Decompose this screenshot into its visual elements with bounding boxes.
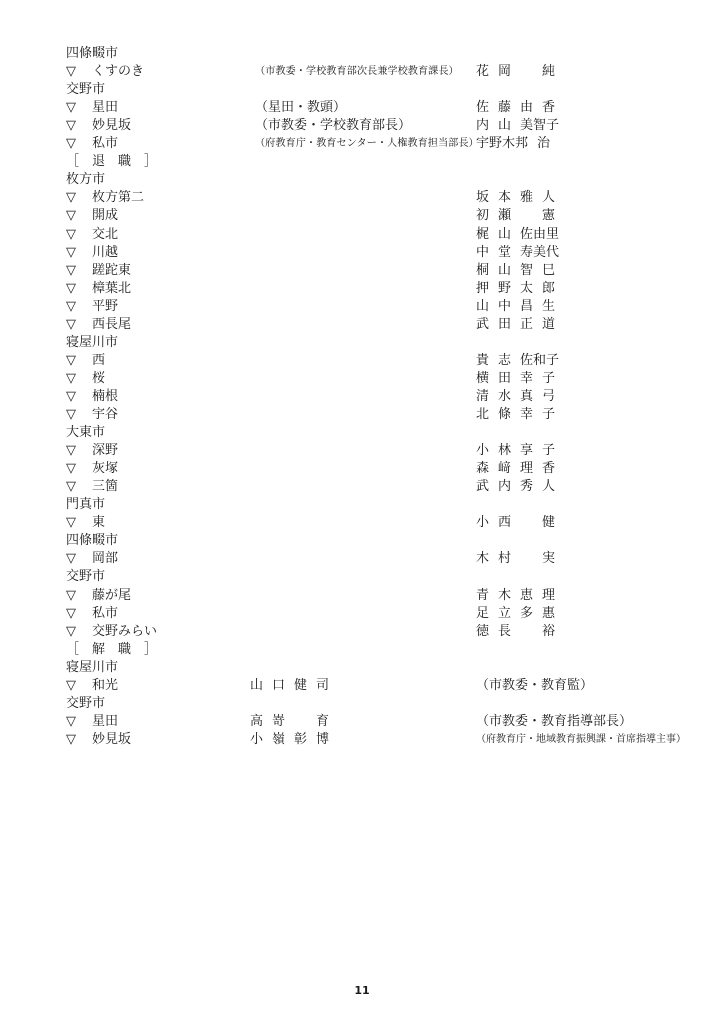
person-name-part: 育: [316, 713, 330, 729]
person-name: [476, 99, 564, 117]
section-heading: 四條畷市: [66, 533, 119, 549]
person-name-part: 立: [498, 605, 512, 621]
person-name: [476, 442, 564, 460]
person-name-part: 北: [476, 407, 490, 422]
person-name-part: 恵: [520, 587, 534, 603]
person-name-part: 武: [476, 316, 490, 332]
person-name-part: 藤: [498, 100, 512, 116]
person-name: [250, 713, 338, 731]
triangle-marker-icon: ▽: [66, 515, 76, 531]
school-name: 星田: [92, 713, 119, 729]
person-name-part: 香: [542, 461, 556, 477]
triangle-marker-icon: ▽: [66, 587, 76, 603]
person-name-part: 子: [542, 370, 556, 386]
new-post: （市教委・教育監）: [476, 677, 594, 693]
person-name: [476, 478, 564, 496]
section-heading-row: [0, 334, 724, 352]
triangle-marker-icon: ▽: [66, 551, 76, 567]
person-name: [476, 244, 559, 262]
triangle-marker-icon: ▽: [66, 605, 76, 621]
person-name-part: 智: [520, 262, 534, 278]
person-name-part: 享: [520, 443, 534, 459]
person-name-part: 秀: [520, 479, 534, 495]
entry-row: [0, 316, 724, 334]
person-name-part: 宇野木: [476, 136, 516, 152]
person-name: [250, 677, 338, 695]
person-name-part: 佐由里: [520, 226, 560, 242]
entry-row: [0, 262, 724, 280]
triangle-marker-icon: ▽: [66, 479, 76, 495]
school-name: 深野: [92, 443, 119, 459]
section-heading: 四條畷市: [66, 46, 119, 61]
person-name: [476, 370, 564, 388]
person-name: [476, 207, 564, 225]
person-name-part: 瀬: [498, 208, 512, 224]
person-name: [476, 117, 559, 135]
person-name-part: 堂: [498, 244, 512, 260]
school-name: くすのき: [92, 64, 145, 80]
school-name: 楠根: [92, 388, 119, 404]
person-name-part: 西: [498, 515, 512, 531]
section-heading: 交野市: [66, 695, 106, 711]
person-name-part: 嶺: [272, 731, 286, 747]
entry-row: [0, 550, 724, 568]
triangle-marker-icon: ▽: [66, 244, 76, 260]
person-name-part: 桐: [476, 262, 490, 278]
triangle-marker-icon: ▽: [66, 118, 76, 134]
person-name-part: 武: [476, 479, 490, 495]
school-name: 交北: [92, 226, 119, 242]
person-name: [476, 388, 564, 406]
person-name-part: 幸: [520, 407, 534, 422]
section-heading-row: [0, 695, 724, 713]
person-name-part: 山: [476, 298, 490, 314]
person-name-part: 真: [520, 388, 534, 404]
entry-row: [0, 207, 724, 225]
person-name-part: 志: [498, 352, 512, 368]
person-name-part: 﨑: [498, 461, 512, 477]
school-name: 私市: [92, 605, 119, 621]
person-name-part: 中: [476, 244, 490, 260]
person-name-part: 治: [537, 136, 551, 152]
triangle-marker-icon: ▽: [66, 316, 76, 332]
person-name: [476, 514, 564, 532]
person-name-part: 長: [498, 623, 512, 639]
person-name-part: 弓: [542, 388, 556, 404]
previous-post: （星田・教頭）: [255, 100, 347, 116]
triangle-marker-icon: ▽: [66, 443, 76, 459]
triangle-marker-icon: ▽: [66, 100, 76, 116]
person-name-part: 條: [498, 407, 512, 422]
section-heading-row: [0, 171, 724, 189]
triangle-marker-icon: ▽: [66, 352, 76, 368]
section-heading-row: [0, 532, 724, 550]
entry-row: [0, 244, 724, 262]
section-heading: 交野市: [66, 569, 106, 585]
person-name: [476, 605, 564, 623]
school-name: 桜: [92, 370, 106, 386]
school-name: 宇谷: [92, 407, 119, 422]
section-heading-row: [0, 568, 724, 586]
person-name-part: 彰: [294, 731, 308, 747]
entry-row: [0, 370, 724, 388]
school-name: 和光: [92, 677, 119, 693]
person-name: [476, 63, 564, 81]
person-name-part: 木: [476, 551, 490, 567]
school-name: 平野: [92, 298, 119, 314]
person-name-part: 中: [498, 298, 512, 314]
person-name-part: 村: [498, 551, 512, 567]
section-heading: ［ 解 職 ］: [66, 641, 158, 657]
section-heading: 門真市: [66, 497, 106, 513]
person-name: [476, 298, 564, 316]
person-name-part: 司: [316, 677, 330, 693]
entry-row: [0, 135, 724, 153]
triangle-marker-icon: ▽: [66, 388, 76, 404]
school-name: 樟葉北: [92, 280, 132, 296]
page-number: 11: [354, 984, 370, 997]
entry-row: [0, 406, 724, 424]
entry-row: [0, 713, 724, 731]
triangle-marker-icon: ▽: [66, 370, 76, 386]
entry-row: [0, 514, 724, 532]
section-heading: 大東市: [66, 425, 106, 441]
person-name-part: 横: [476, 370, 490, 386]
entry-row: [0, 117, 724, 135]
school-name: 星田: [92, 100, 119, 116]
person-name-part: 惠: [542, 605, 556, 621]
person-name-part: 太: [520, 280, 534, 296]
person-name-part: 野: [498, 280, 512, 296]
person-name-part: 昌: [520, 298, 534, 314]
person-name-part: 子: [542, 407, 556, 422]
person-name-part: 嵜: [272, 713, 286, 729]
school-name: 妙見坂: [92, 118, 132, 134]
triangle-marker-icon: ▽: [66, 136, 76, 152]
entry-row: [0, 623, 724, 641]
person-name-part: 博: [316, 731, 330, 747]
section-heading: 枚方市: [66, 172, 106, 188]
entry-row: [0, 388, 724, 406]
previous-post: （市教委・学校教育部長）: [255, 118, 412, 134]
school-name: 岡部: [92, 551, 119, 567]
person-name: [476, 406, 564, 424]
previous-post: （府教育庁・教育センター・人権教育担当部長）: [255, 138, 479, 150]
new-post: （府教育庁・地域教育振興課・首席指導主事）: [476, 733, 686, 745]
person-name-part: 山: [498, 262, 512, 278]
person-name: [476, 280, 564, 298]
entry-row: [0, 478, 724, 496]
person-name-part: 由: [520, 100, 534, 116]
school-name: 西: [92, 352, 106, 368]
person-name-part: 健: [294, 677, 308, 693]
school-name: 交野みらい: [92, 623, 158, 639]
person-name-part: 岡: [498, 64, 512, 80]
person-name-part: 生: [542, 298, 556, 314]
person-name-part: 寿美代: [520, 244, 560, 260]
person-name-part: 小: [476, 443, 490, 459]
person-name-part: 多: [520, 605, 534, 621]
person-name-part: 森: [476, 461, 490, 477]
person-name-part: 健: [542, 515, 556, 531]
person-name-part: 高: [250, 713, 264, 729]
triangle-marker-icon: ▽: [66, 623, 76, 639]
section-heading: 交野市: [66, 82, 106, 98]
school-name: 枚方第二: [92, 190, 145, 206]
school-name: 川越: [92, 244, 119, 260]
person-name-part: 徳: [476, 623, 490, 639]
school-name: 蹉跎東: [92, 262, 132, 278]
person-name-part: 山: [498, 226, 512, 242]
person-name: [476, 189, 564, 207]
school-name: 三箇: [92, 479, 119, 495]
person-name-part: 裕: [542, 623, 556, 639]
triangle-marker-icon: ▽: [66, 64, 76, 80]
person-name: [476, 623, 564, 641]
person-name-part: 花: [476, 64, 490, 80]
person-name-part: 雅: [520, 190, 534, 206]
person-name-part: 山: [498, 118, 512, 134]
person-name-part: 理: [520, 461, 534, 477]
person-name-part: 林: [498, 443, 512, 459]
triangle-marker-icon: ▽: [66, 208, 76, 224]
triangle-marker-icon: ▽: [66, 262, 76, 278]
triangle-marker-icon: ▽: [66, 461, 76, 477]
person-name-part: 貴: [476, 352, 490, 368]
triangle-marker-icon: ▽: [66, 280, 76, 296]
section-heading-row: [0, 424, 724, 442]
person-name: [476, 352, 559, 370]
entry-row: [0, 460, 724, 478]
school-name: 西長尾: [92, 316, 132, 332]
section-heading-row: [0, 496, 724, 514]
entry-row: [0, 442, 724, 460]
person-name-part: 道: [542, 316, 556, 332]
triangle-marker-icon: ▽: [66, 298, 76, 314]
section-heading-row: [0, 45, 724, 63]
entry-row: [0, 63, 724, 81]
triangle-marker-icon: ▽: [66, 226, 76, 242]
entry-row: [0, 298, 724, 316]
entry-row: [0, 280, 724, 298]
person-name: [476, 226, 559, 244]
person-name: [476, 460, 564, 478]
school-name: 東: [92, 515, 106, 531]
person-name-part: 佐: [476, 100, 490, 116]
person-name-part: 梶: [476, 226, 490, 242]
person-name-part: 理: [542, 587, 556, 603]
triangle-marker-icon: ▽: [66, 713, 76, 729]
person-name: [476, 550, 564, 568]
person-name-part: 憲: [542, 208, 556, 224]
triangle-marker-icon: ▽: [66, 190, 76, 206]
entry-row: [0, 189, 724, 207]
person-name-part: 内: [476, 118, 490, 134]
new-post: （市教委・教育指導部長）: [476, 713, 633, 729]
person-name-part: 本: [498, 190, 512, 206]
person-name-part: 正: [520, 316, 534, 332]
person-name-part: 水: [498, 388, 512, 404]
triangle-marker-icon: ▽: [66, 407, 76, 422]
person-name-part: 郎: [542, 280, 556, 296]
person-name-part: 初: [476, 208, 490, 224]
entry-row: [0, 605, 724, 623]
section-heading: 寝屋川市: [66, 334, 119, 350]
entry-row: [0, 352, 724, 370]
entry-row: [0, 226, 724, 244]
person-name: [476, 262, 564, 280]
person-name-part: 邦: [515, 136, 529, 152]
section-heading-row: [0, 153, 724, 171]
previous-post: （市教委・学校教育部次長兼学校教育課長）: [255, 66, 459, 78]
entry-row: [0, 731, 724, 749]
section-heading: ［ 退 職 ］: [66, 154, 158, 170]
section-heading-row: [0, 81, 724, 99]
person-name-part: 口: [272, 677, 286, 693]
triangle-marker-icon: ▽: [66, 731, 76, 747]
person-name-part: 幸: [520, 370, 534, 386]
triangle-marker-icon: ▽: [66, 677, 76, 693]
person-name-part: 実: [542, 551, 556, 567]
person-name-part: 小: [250, 731, 264, 747]
person-name: [476, 135, 559, 153]
school-name: 私市: [92, 136, 119, 152]
person-name-part: 山: [250, 677, 264, 693]
person-name: [476, 587, 564, 605]
section-heading-row: [0, 641, 724, 659]
person-name-part: 香: [542, 100, 556, 116]
person-name-part: 田: [498, 316, 512, 332]
school-name: 藤が尾: [92, 587, 132, 603]
person-name-part: 小: [476, 515, 490, 531]
person-name: [250, 731, 338, 749]
section-heading: 寝屋川市: [66, 659, 119, 675]
person-name-part: 坂: [476, 190, 490, 206]
person-name-part: 巳: [542, 262, 556, 278]
person-name-part: 内: [498, 479, 512, 495]
person-name-part: 田: [498, 370, 512, 386]
person-name-part: 人: [542, 190, 556, 206]
school-name: 灰塚: [92, 461, 119, 477]
entry-row: [0, 587, 724, 605]
school-name: 妙見坂: [92, 731, 132, 747]
entry-row: [0, 677, 724, 695]
person-name-part: 押: [476, 280, 490, 296]
person-name-part: 子: [542, 443, 556, 459]
person-name-part: 木: [498, 587, 512, 603]
person-name-part: 美智子: [520, 118, 560, 134]
entry-row: [0, 99, 724, 117]
person-name-part: 人: [542, 479, 556, 495]
person-name-part: 佐和子: [520, 352, 560, 368]
person-name-part: 純: [542, 64, 556, 80]
person-name: [476, 316, 564, 334]
person-name-part: 青: [476, 587, 490, 603]
section-heading-row: [0, 659, 724, 677]
person-name-part: 清: [476, 388, 490, 404]
person-name-part: 足: [476, 605, 490, 621]
school-name: 開成: [92, 208, 119, 224]
